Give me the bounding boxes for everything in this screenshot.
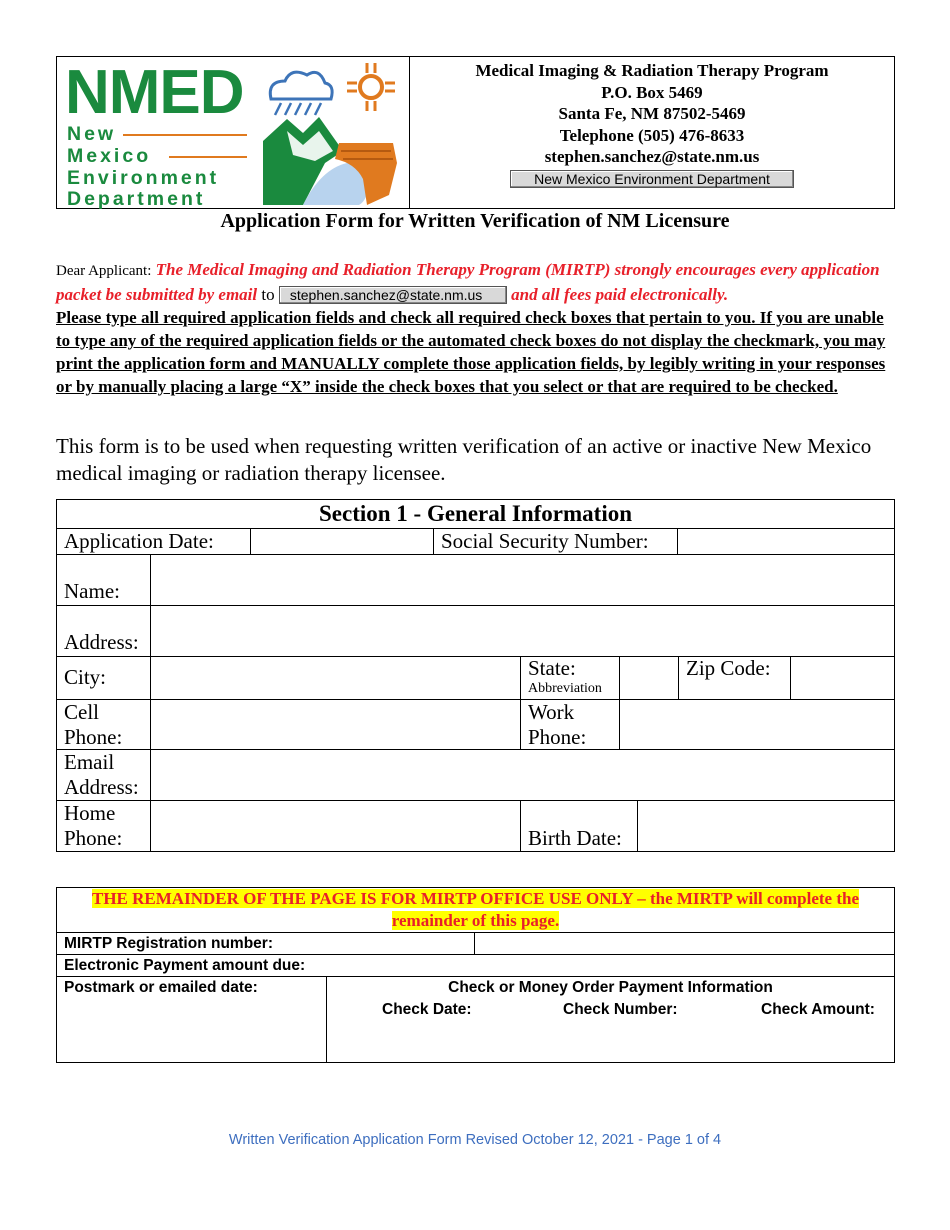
name-label: Name:	[64, 579, 120, 603]
contact-info	[410, 57, 894, 211]
email-address-input[interactable]	[151, 750, 894, 800]
email-label-1: Email	[64, 750, 115, 774]
state-input[interactable]	[620, 657, 678, 699]
program-name: Medical Imaging & Radiation Therapy Program	[475, 61, 829, 80]
work-phone-label-1: Work	[528, 700, 575, 724]
cell-phone-label	[56, 700, 122, 750]
payment-due-label: Electronic Payment amount due:	[64, 957, 306, 974]
to-word: to	[261, 285, 275, 304]
email-label	[56, 750, 139, 800]
logo-rule-1	[123, 134, 247, 136]
fees-note: and all fees paid electronically.	[511, 285, 729, 304]
birth-date-input[interactable]	[638, 801, 894, 851]
home-phone-label	[56, 801, 122, 851]
logo-letters: NMED	[65, 58, 244, 127]
office-use-table	[56, 887, 895, 1063]
name-input[interactable]	[151, 555, 894, 605]
city-label: City:	[64, 665, 107, 689]
header-box	[56, 56, 895, 209]
email-field[interactable]: stephen.sanchez@state.nm.us	[279, 286, 507, 304]
office-use-banner: THE REMAINDER OF THE PAGE IS FOR MIRTP OFFICE USE ONLY – the MIRTP will complete the remainder of this page.	[92, 889, 859, 930]
section1-title: Section 1 - General Information	[318, 501, 632, 526]
home-phone-input[interactable]	[151, 801, 520, 851]
ssn-input[interactable]	[678, 529, 894, 554]
cell-phone-label-2: Phone:	[64, 725, 123, 749]
po-box: P.O. Box 5469	[601, 82, 703, 102]
email-label-2: Address:	[64, 775, 139, 799]
form-title: Application Form for Written Verification of NM Licensure	[220, 210, 730, 232]
ssn-label: Social Security Number:	[441, 529, 649, 553]
check-date-label: Check Date:	[382, 1001, 472, 1018]
address-label: Address:	[64, 630, 139, 654]
check-info-heading: Check or Money Order Payment Information	[448, 979, 773, 996]
logo-landscape-graphic	[263, 59, 403, 205]
postmark-label: Postmark or emailed date:	[64, 979, 258, 996]
page-footer: Written Verification Application Form Revised October 12, 2021 - Page 1 of 4	[228, 1132, 722, 1148]
registration-input[interactable]	[475, 933, 894, 954]
address-input[interactable]	[151, 606, 894, 656]
nmed-logo	[57, 57, 410, 208]
application-date-label: Application Date:	[64, 529, 214, 553]
purpose-statement: This form is to be used when requesting written verification of an active or inactive New Mexico medical imaging or radiation therapy licensee.	[56, 434, 872, 485]
work-phone-input[interactable]	[620, 700, 894, 749]
cell-phone-input[interactable]	[151, 700, 520, 749]
birth-date-label: Birth Date:	[528, 826, 622, 850]
cell-phone-label-1: Cell	[64, 700, 99, 724]
state-label: State:	[528, 656, 576, 680]
telephone: Telephone (505) 476-8633	[559, 125, 745, 145]
work-phone-label-2: Phone:	[528, 725, 587, 749]
home-phone-label-1: Home	[64, 801, 116, 825]
intro-paragraph	[56, 258, 896, 398]
logo-line-environment: Environment	[67, 167, 220, 189]
state-abbreviation-note: Abbreviation	[528, 681, 602, 696]
section1-table	[56, 499, 895, 852]
check-number-label: Check Number:	[563, 1001, 678, 1018]
department-field[interactable]: New Mexico Environment Department	[510, 170, 794, 188]
contact-email: stephen.sanchez@state.nm.us	[544, 147, 760, 166]
city-state-zip: Santa Fe, NM 87502-5469	[558, 104, 746, 123]
home-phone-label-2: Phone:	[64, 826, 123, 850]
work-phone-label	[520, 700, 586, 750]
salutation: Dear Applicant:	[56, 263, 152, 279]
email-encouragement: The Medical Imaging and Radiation Therapy Program (MIRTP) strongly encourages every application packet be submitted by email	[56, 260, 880, 304]
logo-line-department: Department	[67, 188, 206, 210]
logo-line-new: New	[67, 123, 117, 145]
instructions: Please type all required application fields and check all required check boxes that pertain to you. If you are unable to type any of the required application fields or the automated check boxes do not display the checkmark, you may print the application form and MANUALLY complete those application fields, by legibly writing in your responses or by manually placing a large “X” inside the check boxes that you select or that are required to be checked.	[56, 308, 886, 396]
logo-rule-2	[169, 156, 247, 158]
city-input[interactable]	[151, 657, 520, 699]
logo-line-mexico: Mexico	[67, 145, 152, 167]
application-date-input[interactable]	[251, 529, 433, 554]
registration-label: MIRTP Registration number:	[64, 935, 273, 952]
zip-input[interactable]	[791, 657, 894, 699]
check-amount-label: Check Amount:	[761, 1001, 875, 1018]
zip-label: Zip Code:	[686, 656, 771, 680]
